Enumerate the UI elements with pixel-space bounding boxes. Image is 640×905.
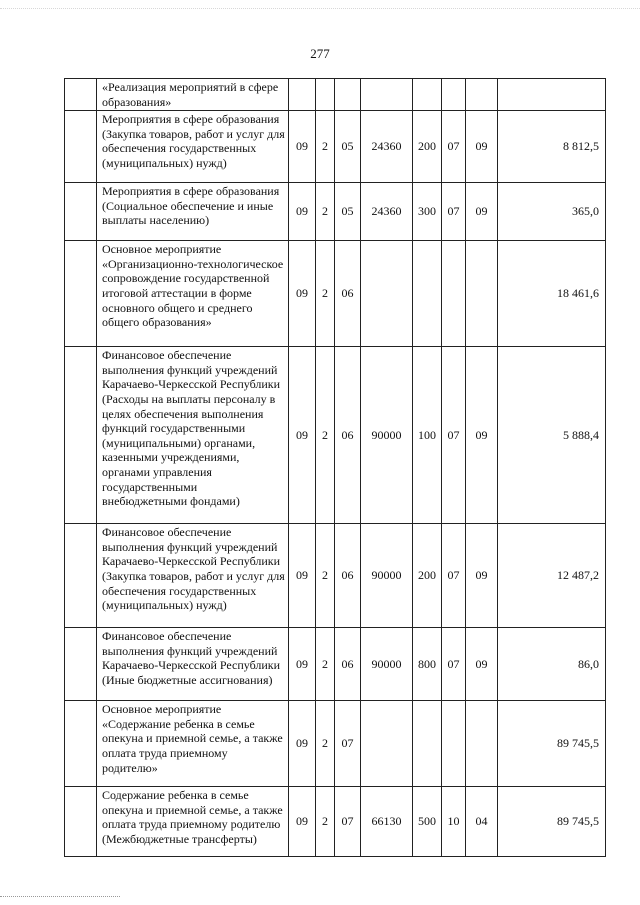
code-cell-c3: 06 <box>335 241 361 347</box>
table-row <box>65 524 606 628</box>
table-row <box>65 183 606 241</box>
table-row <box>65 347 606 524</box>
table-row <box>65 111 606 183</box>
amount-cell: 8 812,5 <box>498 111 606 183</box>
code-cell-c1: 09 <box>289 787 316 857</box>
code-cell-c2: 2 <box>316 701 335 787</box>
page-number: 277 <box>310 46 330 61</box>
code-cell-c2: 2 <box>316 524 335 628</box>
code-cell-c4: 24360 <box>361 111 413 183</box>
row-number-cell <box>65 347 97 524</box>
code-cell-c2 <box>316 79 335 111</box>
amount-cell: 365,0 <box>498 183 606 241</box>
code-cell-c1: 09 <box>289 347 316 524</box>
code-cell-c5: 100 <box>413 347 442 524</box>
row-number-cell <box>65 111 97 183</box>
scan-bottom-rule <box>0 896 120 897</box>
item-name-cell: Финансовое обеспечение выполнения функций учреждений Карачаево-Черкесской Республики (Иные бюджетные ассигнования) <box>97 628 289 701</box>
scan-edge-specks <box>0 8 640 9</box>
code-cell-c4: 90000 <box>361 628 413 701</box>
amount-cell: 5 888,4 <box>498 347 606 524</box>
item-name-cell: Финансовое обеспечение выполнения функций учреждений Карачаево-Черкесской Республики (Расходы на выплаты персоналу в целях обеспечения выполнения функций государственными (муниципальными) органами, казенными учреждениями, органами управления государственными внебюджетными фондами) <box>97 347 289 524</box>
code-cell-c6: 07 <box>442 628 466 701</box>
item-name-cell: Финансовое обеспечение выполнения функций учреждений Карачаево-Черкесской Республики (Закупка товаров, работ и услуг для обеспечения государственных (муниципальных) нужд) <box>97 524 289 628</box>
code-cell-c1: 09 <box>289 524 316 628</box>
code-cell-c5: 200 <box>413 524 442 628</box>
row-number-cell <box>65 183 97 241</box>
item-name-cell: «Реализация мероприятий в сфере образования» <box>97 79 289 111</box>
code-cell-c2: 2 <box>316 111 335 183</box>
code-cell-c3: 06 <box>335 524 361 628</box>
code-cell-c5: 500 <box>413 787 442 857</box>
row-number-cell <box>65 79 97 111</box>
code-cell-c4 <box>361 701 413 787</box>
code-cell-c3: 05 <box>335 111 361 183</box>
code-cell-c6: 07 <box>442 524 466 628</box>
amount-cell: 86,0 <box>498 628 606 701</box>
code-cell-c4: 66130 <box>361 787 413 857</box>
code-cell-c1: 09 <box>289 241 316 347</box>
code-cell-c6: 07 <box>442 347 466 524</box>
table-row <box>65 628 606 701</box>
code-cell-c4: 24360 <box>361 183 413 241</box>
code-cell-c2: 2 <box>316 347 335 524</box>
code-cell-c7 <box>466 701 498 787</box>
item-name-cell: Мероприятия в сфере образования (Социальное обеспечение и иные выплаты населению) <box>97 183 289 241</box>
code-cell-c5 <box>413 79 442 111</box>
code-cell-c7: 09 <box>466 183 498 241</box>
code-cell-c7: 09 <box>466 524 498 628</box>
code-cell-c3: 06 <box>335 347 361 524</box>
code-cell-c1: 09 <box>289 111 316 183</box>
code-cell-c6 <box>442 241 466 347</box>
code-cell-c3: 05 <box>335 183 361 241</box>
code-cell-c3 <box>335 79 361 111</box>
code-cell-c6: 07 <box>442 183 466 241</box>
item-name-cell: Содержание ребенка в семье опекуна и приемной семье, а также оплата труда приемному родителю (Межбюджетные трансферты) <box>97 787 289 857</box>
row-number-cell <box>65 524 97 628</box>
code-cell-c4 <box>361 241 413 347</box>
code-cell-c6 <box>442 701 466 787</box>
amount-cell: 89 745,5 <box>498 701 606 787</box>
amount-cell: 18 461,6 <box>498 241 606 347</box>
code-cell-c5: 800 <box>413 628 442 701</box>
code-cell-c1: 09 <box>289 628 316 701</box>
item-name-cell: Основное мероприятие «Содержание ребенка в семье опекуна и приемной семье, а также оплата труда приемному родителю» <box>97 701 289 787</box>
table-row <box>65 79 606 111</box>
code-cell-c1 <box>289 79 316 111</box>
code-cell-c5: 300 <box>413 183 442 241</box>
code-cell-c2: 2 <box>316 241 335 347</box>
code-cell-c4: 90000 <box>361 524 413 628</box>
code-cell-c7: 09 <box>466 628 498 701</box>
code-cell-c6: 07 <box>442 111 466 183</box>
code-cell-c2: 2 <box>316 628 335 701</box>
code-cell-c1: 09 <box>289 183 316 241</box>
row-number-cell <box>65 787 97 857</box>
row-number-cell <box>65 628 97 701</box>
code-cell-c6 <box>442 79 466 111</box>
amount-cell: 89 745,5 <box>498 787 606 857</box>
code-cell-c2: 2 <box>316 787 335 857</box>
code-cell-c7 <box>466 241 498 347</box>
code-cell-c3: 06 <box>335 628 361 701</box>
amount-cell: 12 487,2 <box>498 524 606 628</box>
item-name-cell: Мероприятия в сфере образования (Закупка товаров, работ и услуг для обеспечения государственных (муниципальных) нужд) <box>97 111 289 183</box>
table-row <box>65 787 606 857</box>
code-cell-c4 <box>361 79 413 111</box>
code-cell-c4: 90000 <box>361 347 413 524</box>
code-cell-c7: 09 <box>466 111 498 183</box>
amount-cell <box>498 79 606 111</box>
code-cell-c5: 200 <box>413 111 442 183</box>
row-number-cell <box>65 701 97 787</box>
code-cell-c7: 09 <box>466 347 498 524</box>
budget-table <box>64 78 606 857</box>
code-cell-c3: 07 <box>335 787 361 857</box>
code-cell-c7: 04 <box>466 787 498 857</box>
code-cell-c2: 2 <box>316 183 335 241</box>
code-cell-c5 <box>413 241 442 347</box>
item-name-cell: Основное мероприятие «Организационно-технологическое сопровождение государственной итоговой аттестации в форме основного общего и среднего общего образования» <box>97 241 289 347</box>
table-row <box>65 241 606 347</box>
code-cell-c6: 10 <box>442 787 466 857</box>
code-cell-c3: 07 <box>335 701 361 787</box>
code-cell-c7 <box>466 79 498 111</box>
row-number-cell <box>65 241 97 347</box>
table-row <box>65 701 606 787</box>
code-cell-c5 <box>413 701 442 787</box>
code-cell-c1: 09 <box>289 701 316 787</box>
